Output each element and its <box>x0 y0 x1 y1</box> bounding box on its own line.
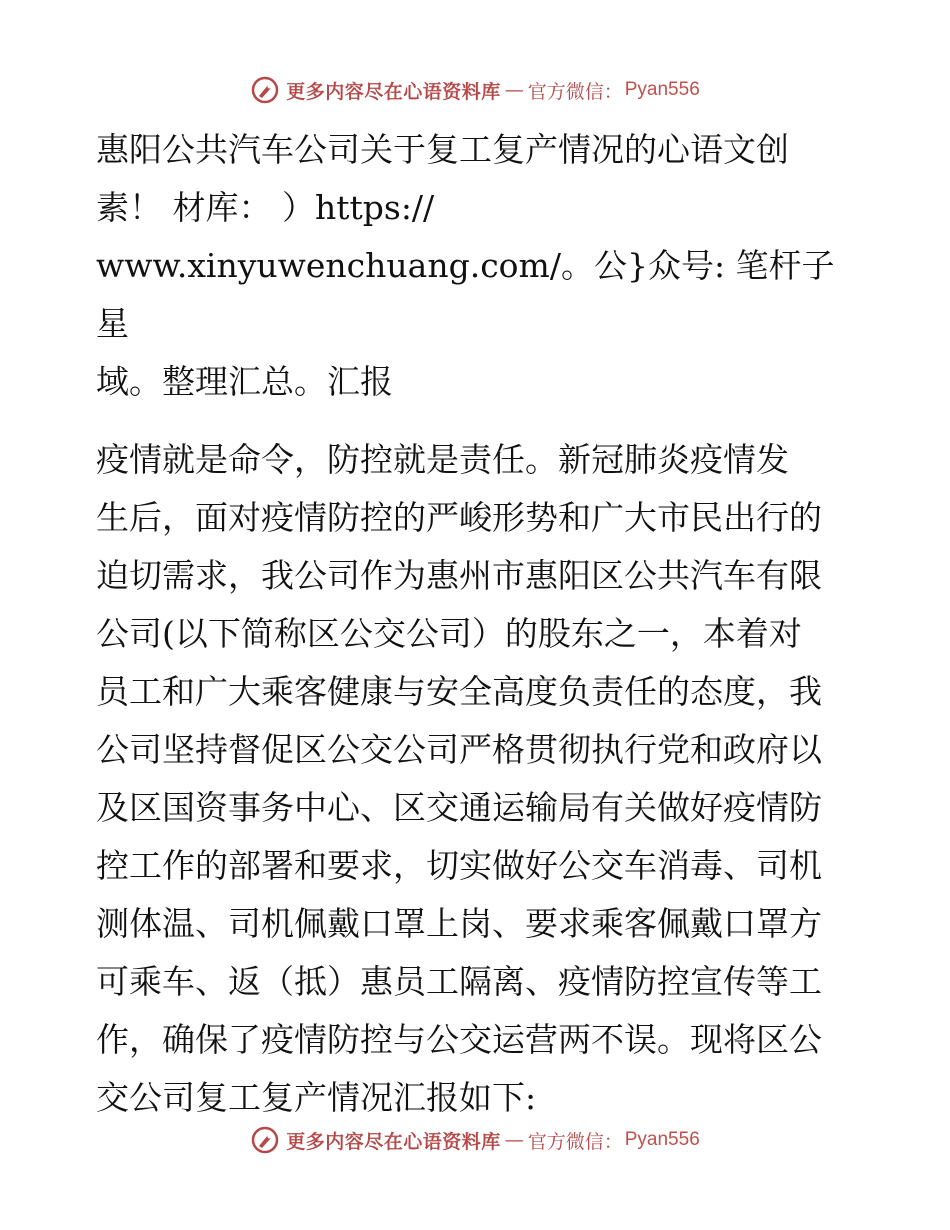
banner-official: 官方微信： <box>527 1130 623 1153</box>
body-line: 员工和广大乘客健康与安全高度负责任的态度，我 <box>96 672 822 711</box>
body-line: 生后，面对疫情防控的严峻形势和广大市民出行的 <box>96 498 822 537</box>
pen-nib-logo-icon <box>250 75 280 105</box>
banner-official: 官方微信： <box>527 80 623 103</box>
document-title <box>96 121 856 411</box>
body-line: 作，确保了疫情防控与公交运营两不误。现将区公 <box>96 1020 822 1059</box>
pen-nib-logo-icon <box>250 1125 280 1155</box>
title-line: 素！ 材库： ）https:// <box>96 188 435 227</box>
title-line: www.xinyuwenchuang.com/。公}众号: 笔杆子星 <box>96 246 835 343</box>
body-line: 控工作的部署和要求，切实做好公交车消毒、司机 <box>96 846 822 885</box>
banner-separator: — <box>504 1129 524 1151</box>
body-line: 迫切需求，我公司作为惠州市惠阳区公共汽车有限 <box>96 556 822 595</box>
body-line: 公司坚持督促区公交公司严格贯彻执行党和政府以 <box>96 730 822 769</box>
body-line: 可乘车、返（抵）惠员工隔离、疫情防控宣传等工 <box>96 962 822 1001</box>
body-line: 公司(以下简称区公交公司）的股东之一，本着对 <box>96 614 802 653</box>
banner-wechat-id: Pyan556 <box>624 1129 700 1150</box>
body-line: 疫情就是命令，防控就是责任。新冠肺炎疫情发 <box>96 440 789 479</box>
banner-wechat-id: Pyan556 <box>624 79 700 100</box>
banner-text: 更多内容尽在心语资料库 <box>286 1130 501 1153</box>
document-content <box>96 121 856 1127</box>
document-body-paragraph <box>96 431 856 1127</box>
banner-text: 更多内容尽在心语资料库 <box>286 80 501 103</box>
banner-separator: — <box>504 79 524 101</box>
body-line: 测体温、司机佩戴口罩上岗、要求乘客佩戴口罩方 <box>96 904 822 943</box>
title-line: 域。整理汇总。汇报 <box>96 362 393 401</box>
header-banner <box>0 70 950 110</box>
title-line: 惠阳公共汽车公司关于复工复产情况的心语文创 <box>96 130 789 169</box>
footer-banner <box>0 1120 950 1160</box>
body-line: 及区国资事务中心、区交通运输局有关做好疫情防 <box>96 788 822 827</box>
body-line: 交公司复工复产情况汇报如下: <box>96 1078 537 1117</box>
